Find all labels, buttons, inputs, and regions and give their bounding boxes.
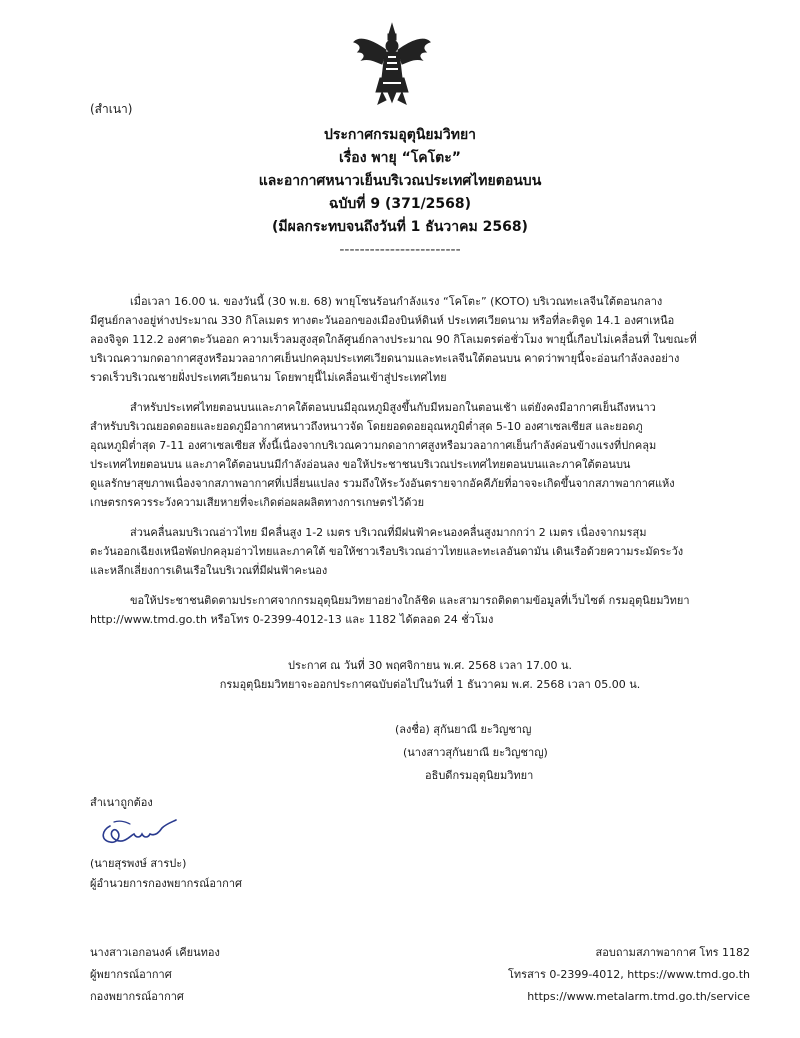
title-divider: ------------------------ xyxy=(339,242,461,258)
announcement-date-block xyxy=(140,656,720,694)
title-subject: เรื่อง พายุ “โคโตะ” xyxy=(338,150,461,166)
copy-label: (สำเนา) xyxy=(90,102,133,116)
next-announcement-note: กรมอุตุนิยมวิทยาจะออกประกาศฉบับต่อไปในวันที่ 1 ธันวาคม พ.ศ. 2568 เวลา 05.00 น. xyxy=(219,678,641,691)
signer-signed: (ลงชื่อ) สุกันยาณี ยะวิญชาญ xyxy=(395,723,532,736)
paragraph-line: สำหรับบริเวณยอดดอยและยอดภูมีอากาศหนาวถึงหนาวจัด โดยยอดดอยอุณหภูมิต่ำสุด 5-10 องศาเซลเซียส และยอดภู xyxy=(90,420,643,433)
certified-label: สำเนาถูกต้อง xyxy=(90,796,153,809)
paragraph-follow-updates xyxy=(90,591,750,629)
paragraph-line: ขอให้ประชาชนติดตามประกาศจากกรมอุตุนิยมวิทยาอย่างใกล้ชิด และสามารถติดตามข้อมูลที่เว็บไซต์ กรมอุตุนิยมวิทยา xyxy=(130,594,690,607)
signer-block xyxy=(395,718,548,787)
contact-fax-website: โทรสาร 0-2399-4012, https://www.tmd.go.th xyxy=(508,968,750,981)
title-organization: ประกาศกรมอุตุนิยมวิทยา xyxy=(323,127,477,143)
paragraph-line: เกษตรกรควรระวังความเสียหายที่จะเกิดต่อผลผลิตทางการเกษตรไว้ด้วย xyxy=(90,496,425,509)
paragraph-line: บริเวณความกดอากาศสูงหรือมวลอากาศเย็นปกคลุมประเทศเวียดนามและทะเลจีนใต้ตอนบน คาดว่าพายุนี้จะอ่อนกำลังลงอย่าง xyxy=(90,352,680,365)
paragraph-line: ประเทศไทยตอนบน และภาคใต้ตอนบนมีกำลังอ่อนลง ขอให้ประชาชนบริเวณประเทศไทยตอนบนและภาคใต้ตอนบน xyxy=(90,458,631,471)
contact-service-link: https://www.metalarm.tmd.go.th/service xyxy=(527,990,750,1003)
certifier-position: ผู้อำนวยการกองพยากรณ์อากาศ xyxy=(90,877,243,890)
paragraph-line: ตะวันออกเฉียงเหนือพัดปกคลุมอ่าวไทยและภาคใต้ ขอให้ชาวเรือบริเวณอ่าวไทยและทะเลอันดามัน เดินเรือด้วยความระมัดระวัง xyxy=(90,545,684,558)
signer-position: อธิบดีกรมอุตุนิยมวิทยา xyxy=(425,769,534,782)
certifier-block xyxy=(90,854,242,894)
paragraph-storm xyxy=(90,292,750,387)
contact-phone: สอบถามสภาพอากาศ โทร 1182 xyxy=(595,946,750,959)
announcement-body xyxy=(90,292,750,640)
paragraph-line: อุณหภูมิต่ำสุด 7-11 องศาเซลเซียส ทั้งนี้เนื่องจากบริเวณความกดอากาศสูงหรือมวลอากาศเย็นกำลังค่อนข้างแรงที่ปกคลุม xyxy=(90,439,657,452)
title-issue-number: ฉบับที่ 9 (371/2568) xyxy=(328,196,472,212)
paragraph-line: มีศูนย์กลางอยู่ห่างประมาณ 330 กิโลเมตร ทางตะวันออกของเมืองบินห์ดินห์ ประเทศเวียดนาม หรือที่ละติจูด 14.1 องศาเหนือ xyxy=(90,314,675,327)
author-division: กองพยากรณ์อากาศ xyxy=(90,990,184,1003)
paragraph-line: ดูแลรักษาสุขภาพเนื่องจากสภาพอากาศที่เปลี่ยนแปลง รวมถึงให้ระวังอันตรายจากอัคคีภัยที่อาจจะเกิดขึ้นจากสภาพอากาศแห้ง xyxy=(90,477,675,490)
paragraph-line: http://www.tmd.go.th หรือโทร 0-2399-4012-13 และ 1182 ได้ตลอด 24 ชั่วโมง xyxy=(90,613,494,626)
paragraph-line: ส่วนคลื่นลมบริเวณอ่าวไทย มีคลื่นสูง 1-2 เมตร บริเวณที่มีฝนฟ้าคะนองคลื่นสูงมากกว่า 2 เมตร เนื่องจากมรสุม xyxy=(130,526,647,539)
paragraph-line: รวดเร็วบริเวณชายฝั่งประเทศเวียดนาม โดยพายุนี้ไม่เคลื่อนเข้าสู่ประเทศไทย xyxy=(90,371,447,384)
announcement-date: ประกาศ ณ วันที่ 30 พฤศจิกายน พ.ศ. 2568 เวลา 17.00 น. xyxy=(288,659,572,672)
signer-name: (นางสาวสุกันยาณี ยะวิญชาญ) xyxy=(403,746,548,759)
paragraph-line: และหลีกเลี่ยงการเดินเรือในบริเวณที่มีฝนฟ้าคะนอง xyxy=(90,564,328,577)
garuda-emblem-icon xyxy=(352,22,432,106)
footer-author xyxy=(90,942,220,1008)
title-block xyxy=(150,124,650,262)
paragraph-waves xyxy=(90,523,750,580)
title-subject-continued: และอากาศหนาวเย็นบริเวณประเทศไทยตอนบน xyxy=(258,173,542,189)
author-name: นางสาวเอกอนงค์ เคียนทอง xyxy=(90,946,220,959)
paragraph-line: สำหรับประเทศไทยตอนบนและภาคใต้ตอนบนมีอุณหภูมิสูงขึ้นกับมีหมอกในตอนเช้า แต่ยังคงมีอากาศเย็นถึงหนาว xyxy=(130,401,656,414)
paragraph-cold-weather xyxy=(90,398,750,512)
author-position: ผู้พยากรณ์อากาศ xyxy=(90,968,172,981)
certifier-name: (นายสุรพงษ์ สารปะ) xyxy=(90,857,187,870)
footer-contact xyxy=(508,942,750,1008)
title-effective-period: (มีผลกระทบจนถึงวันที่ 1 ธันวาคม 2568) xyxy=(272,219,528,235)
handwritten-signature-icon xyxy=(96,812,182,852)
paragraph-line: เมื่อเวลา 16.00 น. ของวันนี้ (30 พ.ย. 68) พายุโซนร้อนกำลังแรง “โคโตะ” (KOTO) บริเวณทะเลจีนใต้ตอนกลาง xyxy=(130,295,663,308)
paragraph-line: ลองจิจูด 112.2 องศาตะวันออก ความเร็วลมสูงสุดใกล้ศูนย์กลางประมาณ 90 กิโลเมตรต่อชั่วโมง พายุนี้เกือบไม่เคลื่อนที่ ในขณะที่ xyxy=(90,333,697,346)
